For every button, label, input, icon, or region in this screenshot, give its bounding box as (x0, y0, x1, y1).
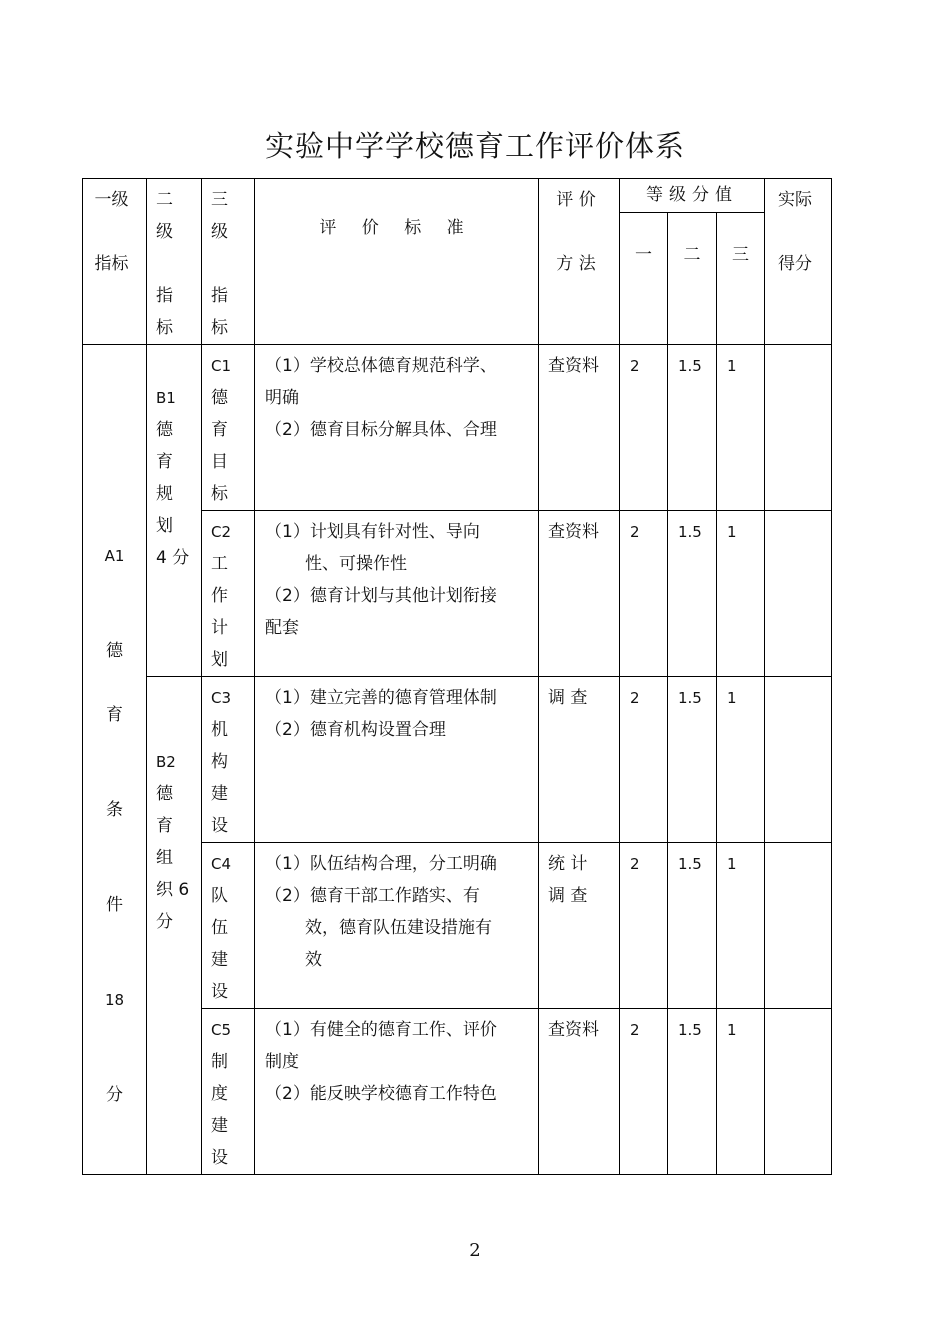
a1-char: 条 (106, 800, 123, 820)
b2-cell (147, 677, 202, 1175)
c-line: 伍 (211, 918, 228, 938)
grade-value: 1.5 (678, 1021, 702, 1039)
criteria-line: （1）有健全的德育工作、评价 (265, 1020, 497, 1040)
actual-score-cell[interactable] (765, 843, 832, 1009)
method-cell (539, 1009, 620, 1175)
b2-line: 育 (156, 816, 173, 836)
method-line: 调 查 (548, 886, 588, 906)
criteria-line: （1）计划具有针对性、导向 (265, 522, 480, 542)
c-line: 德 (211, 388, 228, 408)
header-method-line: 评 价 (556, 190, 596, 210)
criteria-cell (255, 345, 539, 511)
c-line: 设 (211, 816, 228, 836)
c-line: 机 (211, 720, 228, 740)
header-level3-line: 指 (211, 286, 228, 306)
c1-cell (202, 345, 255, 511)
c-line: 制 (211, 1052, 228, 1072)
b1-line: 育 (156, 452, 173, 472)
grade-cell (620, 843, 668, 1009)
c-line: C4 (211, 855, 232, 873)
header-method (539, 179, 620, 345)
grade-cell (668, 1009, 717, 1175)
c-line: C3 (211, 689, 232, 707)
header-level3-line: 级 (211, 222, 228, 242)
criteria-line: 配套 (265, 618, 299, 638)
c-line: 设 (211, 1148, 228, 1168)
grade-cell (717, 1009, 765, 1175)
grade-cell (717, 677, 765, 843)
b2-line: 组 (156, 848, 173, 868)
criteria-line: （2）德育计划与其他计划衔接 (265, 586, 497, 606)
table-row (83, 677, 832, 843)
header-criteria-label: 评 价 标 准 (319, 218, 474, 238)
c-line: 建 (211, 950, 228, 970)
c2-cell (202, 511, 255, 677)
header-level2-line: 二 (156, 190, 173, 210)
header-grade-3 (717, 213, 765, 345)
b2-line: 德 (156, 784, 173, 804)
header-actual (765, 179, 832, 345)
method-cell (539, 843, 620, 1009)
b2-line: 织 6 (156, 880, 190, 900)
c-line: 建 (211, 784, 228, 804)
method-line: 调 查 (548, 688, 588, 708)
header-level2-line: 指 (156, 286, 173, 306)
grade-value: 2 (630, 1021, 640, 1039)
criteria-line: 效，德育队伍建设措施有 (305, 918, 492, 938)
grade-cell (620, 677, 668, 843)
c-line: 建 (211, 1116, 228, 1136)
header-grade-2 (668, 213, 717, 345)
a1-char: 德 (106, 641, 123, 661)
c-line: 育 (211, 420, 228, 440)
b1-line: 4 分 (156, 548, 190, 568)
header-level3-line: 标 (211, 318, 228, 338)
method-line: 查资料 (548, 356, 599, 376)
grade-cell (668, 345, 717, 511)
grade-cell (717, 511, 765, 677)
criteria-line: （2）德育目标分解具体、合理 (265, 420, 497, 440)
method-cell (539, 677, 620, 843)
criteria-line: （2）德育干部工作踏实、有 (265, 886, 480, 906)
header-level1 (83, 179, 147, 345)
grade-value: 1.5 (678, 689, 702, 707)
header-level1-line: 一级 (94, 190, 129, 210)
c5-cell (202, 1009, 255, 1175)
grade-value: 1.5 (678, 855, 702, 873)
c3-cell (202, 677, 255, 843)
method-cell (539, 511, 620, 677)
c-line: 队 (211, 886, 228, 906)
grade-cell (668, 843, 717, 1009)
header-level3 (202, 179, 255, 345)
header-method-line: 方 法 (556, 254, 596, 274)
header-grade-1-label: 一 (635, 245, 652, 266)
method-line: 查资料 (548, 1020, 599, 1040)
b1-line: 规 (156, 484, 173, 504)
criteria-cell (255, 843, 539, 1009)
grade-cell (668, 677, 717, 843)
c4-cell (202, 843, 255, 1009)
method-line: 查资料 (548, 522, 599, 542)
header-grade-1 (620, 213, 668, 345)
header-grade-3-label: 三 (732, 245, 749, 266)
header-level1-line: 指标 (94, 254, 129, 274)
header-grade-2-label: 二 (683, 245, 701, 266)
c-line: C5 (211, 1021, 232, 1039)
criteria-line: （2）能反映学校德育工作特色 (265, 1084, 497, 1104)
grade-value: 1 (727, 1021, 737, 1039)
header-level2-line: 标 (156, 318, 173, 338)
b2-line: B2 (156, 753, 176, 771)
c-line: 计 (211, 618, 228, 638)
header-actual-line: 实际 (778, 190, 812, 210)
grade-cell (620, 511, 668, 677)
criteria-line: （1）学校总体德育规范科学、 (265, 356, 497, 376)
criteria-line: 性、可操作性 (305, 554, 407, 574)
method-cell (539, 345, 620, 511)
actual-score-cell[interactable] (765, 1009, 832, 1175)
c-line: 度 (211, 1084, 228, 1104)
criteria-line: （2）德育机构设置合理 (265, 720, 446, 740)
b1-cell (147, 345, 202, 677)
b1-line: 划 (156, 516, 173, 536)
a1-cell (83, 345, 147, 1175)
grade-value: 2 (630, 855, 640, 873)
actual-score-cell[interactable] (765, 511, 832, 677)
c-line: 工 (211, 554, 228, 574)
criteria-cell (255, 1009, 539, 1175)
evaluation-table (82, 178, 832, 1175)
method-line: 统 计 (548, 854, 588, 874)
header-grade-label: 等级分值 (646, 185, 738, 205)
criteria-cell (255, 511, 539, 677)
table-row (83, 345, 832, 511)
grade-value: 1 (727, 855, 737, 873)
header-criteria (255, 179, 539, 345)
grade-cell (620, 1009, 668, 1175)
header-level3-line: 三 (211, 190, 228, 210)
grade-cell (668, 511, 717, 677)
c-line: 设 (211, 982, 228, 1002)
grade-value: 1.5 (678, 357, 702, 375)
criteria-line: （1）建立完善的德育管理体制 (265, 688, 497, 708)
criteria-cell (255, 677, 539, 843)
a1-code: A1 (104, 547, 125, 565)
c-line: C1 (211, 357, 232, 375)
b1-line: B1 (156, 389, 176, 407)
grade-cell (717, 345, 765, 511)
header-grade (620, 179, 765, 213)
a1-unit: 分 (106, 1085, 123, 1105)
criteria-line: 效 (305, 950, 322, 970)
c-line: 作 (211, 586, 228, 606)
grade-cell (717, 843, 765, 1009)
a1-char: 件 (106, 895, 123, 915)
grade-value: 1 (727, 357, 737, 375)
b2-line: 分 (156, 912, 173, 932)
criteria-line: 明确 (265, 388, 299, 408)
c-line: 划 (211, 650, 228, 670)
a1-score: 18 (104, 991, 125, 1009)
grade-value: 1 (727, 523, 737, 541)
page-number: 2 (469, 1240, 481, 1261)
actual-score-cell[interactable] (765, 677, 832, 843)
grade-value: 1.5 (678, 523, 702, 541)
criteria-line: （1）队伍结构合理，分工明确 (265, 854, 497, 874)
grade-value: 2 (630, 357, 640, 375)
actual-score-cell[interactable] (765, 345, 832, 511)
header-actual-line: 得分 (778, 254, 812, 274)
header-level2 (147, 179, 202, 345)
c-line: 目 (211, 452, 228, 472)
page-title: 实验中学学校德育工作评价体系 (264, 129, 685, 163)
header-level2-line: 级 (156, 222, 173, 242)
grade-value: 1 (727, 689, 737, 707)
b1-line: 德 (156, 420, 173, 440)
grade-cell (620, 345, 668, 511)
a1-char: 育 (106, 705, 123, 725)
c-line: 构 (211, 752, 228, 772)
c-line: C2 (211, 523, 232, 541)
grade-value: 2 (630, 689, 640, 707)
criteria-line: 制度 (265, 1052, 299, 1072)
c-line: 标 (211, 484, 228, 504)
grade-value: 2 (630, 523, 640, 541)
